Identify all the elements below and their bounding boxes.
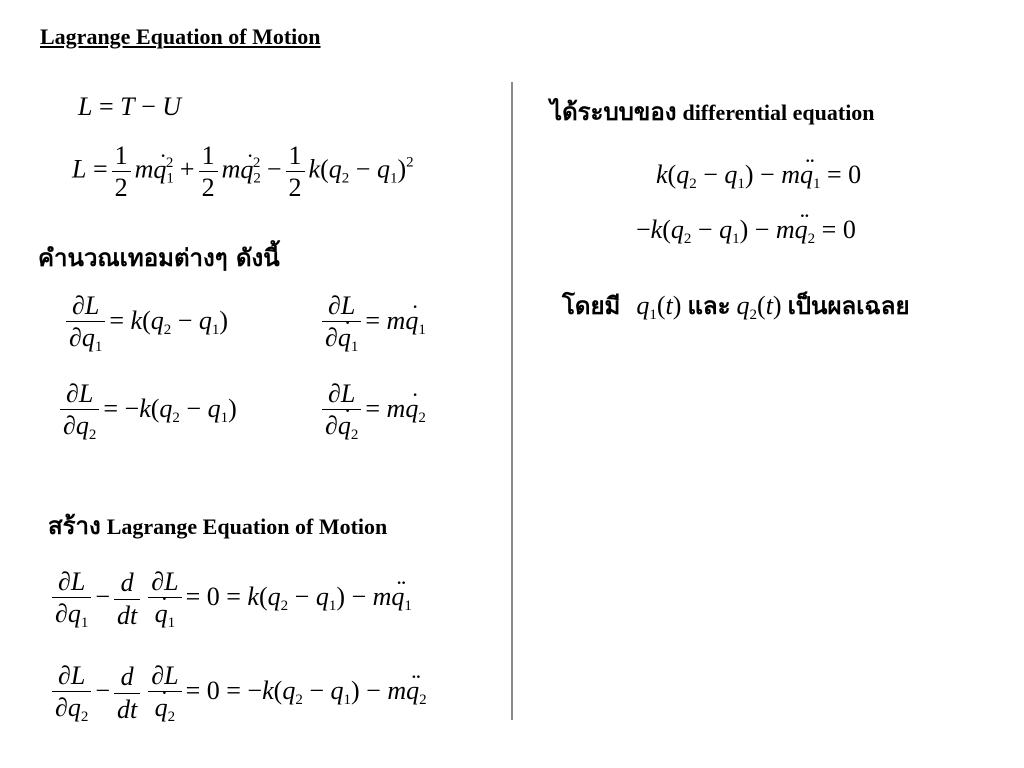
heading-build-thai: สร้าง [48,512,101,540]
solution-statement [562,286,910,325]
vertical-divider [511,82,513,720]
heading-system [550,92,875,131]
equation-dL-dq1: $\frac{\partial L}{\partial q_1}$ = $k(q_2 - q_1)$ [62,290,228,356]
equation-eom-1: $\frac{\partial L}{\partial q_1}$ − $\frac{d}{dt}$ $\frac{\partial L}{q ._1}$ = $0 = k(q_2 - q_1)$ − mq $.._1$ [48,566,412,632]
equation-lagrangian-def: L = T − U [78,92,182,121]
equation-ode-1: $k(q_2 - q_1)$ − mq $.._1 = 0$ [656,160,861,193]
equation-ode-2: $-k(q_2 - q_1)$ − mq $.._2 = 0$ [636,215,856,248]
heading-build-eng: Lagrange Equation of Motion [106,514,388,539]
heading-system-thai: ได้ระบบของ [550,98,677,126]
equation-dL-dq1dot: $\frac{\partial L}{\partial q ._1}$ = mq $._1$ [318,290,426,356]
solution-q2: $q_2(t)$ [736,291,782,323]
heading-system-eng: differential equation [682,100,875,125]
equation-lagrangian-full: L = $\frac{1}{2}$ mq $._1^2$ + $\frac{1}{2}$ mq $._2^2$ − $\frac{1}{2}$ $k(q_2 - q_1)^2$ [72,140,414,203]
heading-compute-terms: คำนวณเทอมต่างๆ ดังนี้ [38,244,280,272]
heading-build-equation [48,506,387,545]
solution-suffix: เป็นผลเฉลย [787,292,910,320]
equation-eom-2: $\frac{\partial L}{\partial q_2}$ − $\frac{d}{dt}$ $\frac{\partial L}{q ._2}$ = $0 = -k(q_2 - q_1)$ − mq $.._2$ [48,660,427,726]
solution-prefix: โดยมี [562,292,621,320]
equation-dL-dq2: $\frac{\partial L}{\partial q_2}$ = $-k(q_2 - q_1)$ [56,378,237,444]
solution-and: และ [687,292,731,320]
equation-dL-dq2dot: $\frac{\partial L}{\partial q ._2}$ = mq $._2$ [318,378,426,444]
page-title: Lagrange Equation of Motion [40,24,321,49]
solution-q1: $q_1(t)$ [636,291,682,323]
